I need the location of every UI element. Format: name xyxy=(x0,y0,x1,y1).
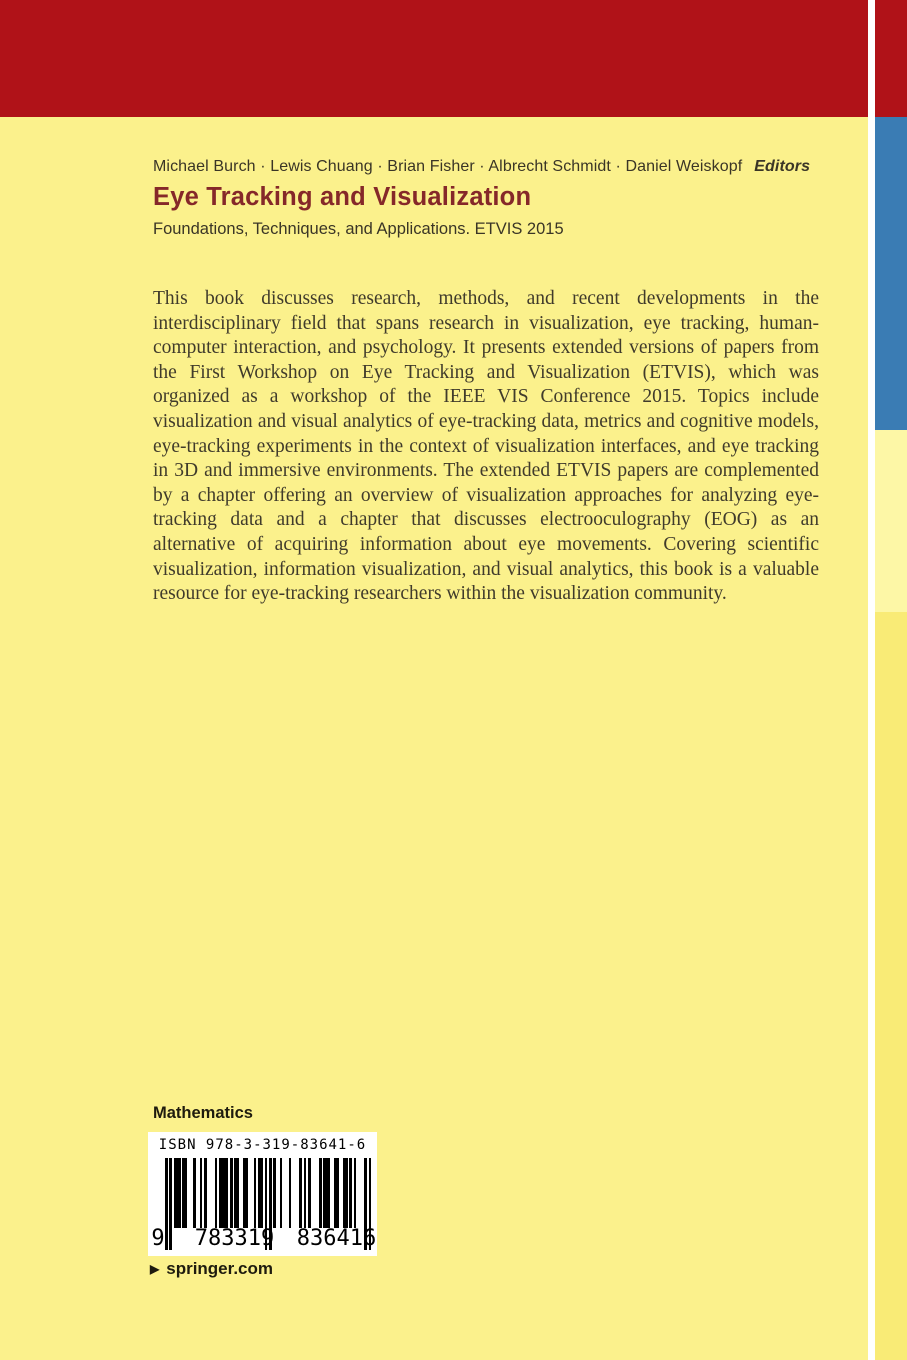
book-description: This book discusses research, methods, and recent developments in the interdisciplinary field that spans research in visualization, eye tracking, human-computer interaction, and psychology. It presents extended versions of papers from the First Workshop on Eye Tracking and Visualization (ETVIS), which was organized as a workshop of the IEEE VIS Conference 2015. Topics include visualization and visual analytics of eye-tracking data, metrics and cognitive models, eye-tracking experiments in the context of visualization interfaces, and eye tracking in 3D and immersive environments. The extended ETVIS papers are complemented by a chapter offering an overview of visualization approaches for analyzing eye-tracking data and a chapter that discusses electrooculography (EOG) as an alternative of acquiring information about eye movements. Covering scientific visualization, information visualization, and visual analytics, this book is a valuable resource for eye-tracking researchers within the visualization community. xyxy=(153,288,819,605)
barcode-bar xyxy=(215,1158,218,1228)
barcode-bar xyxy=(304,1158,307,1228)
book-title: Eye Tracking and Visualization xyxy=(153,183,532,211)
barcode-box xyxy=(148,1132,377,1256)
barcode-bar xyxy=(354,1158,357,1228)
barcode-bar xyxy=(319,1158,322,1228)
barcode-bar xyxy=(193,1158,196,1228)
stripe-light-yellow-segment xyxy=(875,430,907,612)
springer-arrow-icon: ▶ xyxy=(150,1262,160,1276)
barcode-bar xyxy=(178,1158,181,1228)
barcode-bar xyxy=(336,1158,339,1228)
ean-group-right: 836416 xyxy=(296,1226,377,1251)
editors-role-label: Editors xyxy=(754,158,811,175)
barcode-bar xyxy=(328,1158,331,1228)
editors-line xyxy=(153,158,853,176)
barcode-bar xyxy=(185,1158,188,1228)
barcode-bar xyxy=(169,1158,172,1250)
editor-names: Michael Burch · Lewis Chuang · Brian Fisher · Albrecht Schmidt · Daniel Weiskopf xyxy=(153,158,743,175)
barcode-bar xyxy=(273,1158,276,1228)
barcode-bar xyxy=(237,1158,240,1228)
barcode-bar xyxy=(308,1158,311,1228)
barcode-bar xyxy=(260,1158,263,1228)
stripe-bottom-yellow-segment xyxy=(875,612,907,1360)
barcode-bar xyxy=(280,1158,283,1228)
ean-group-left: 783319 xyxy=(194,1226,275,1251)
barcode-bar xyxy=(230,1158,233,1228)
publisher-line xyxy=(150,1259,273,1279)
barcode-bar xyxy=(289,1158,292,1228)
book-subtitle: Foundations, Techniques, and Applications. ETVIS 2015 xyxy=(153,220,564,238)
ean-first-digit: 9 xyxy=(151,1226,165,1251)
publisher-url: springer.com xyxy=(166,1259,273,1278)
barcode-bar xyxy=(204,1158,207,1228)
stripe-blue-segment xyxy=(875,117,907,430)
barcode-bar xyxy=(345,1158,348,1228)
isbn-label: ISBN 978-3-319-83641-6 xyxy=(158,1137,367,1153)
stripe-red-segment xyxy=(875,0,907,117)
category-label: Mathematics xyxy=(153,1104,253,1122)
barcode-bar xyxy=(254,1158,257,1228)
barcode-bar xyxy=(200,1158,203,1228)
barcode-bar xyxy=(226,1158,229,1228)
top-red-band xyxy=(0,0,868,117)
barcode-bar xyxy=(349,1158,352,1228)
barcode-bar xyxy=(299,1158,302,1228)
right-edge-stripe xyxy=(875,0,907,1360)
barcode-bar xyxy=(245,1158,248,1228)
